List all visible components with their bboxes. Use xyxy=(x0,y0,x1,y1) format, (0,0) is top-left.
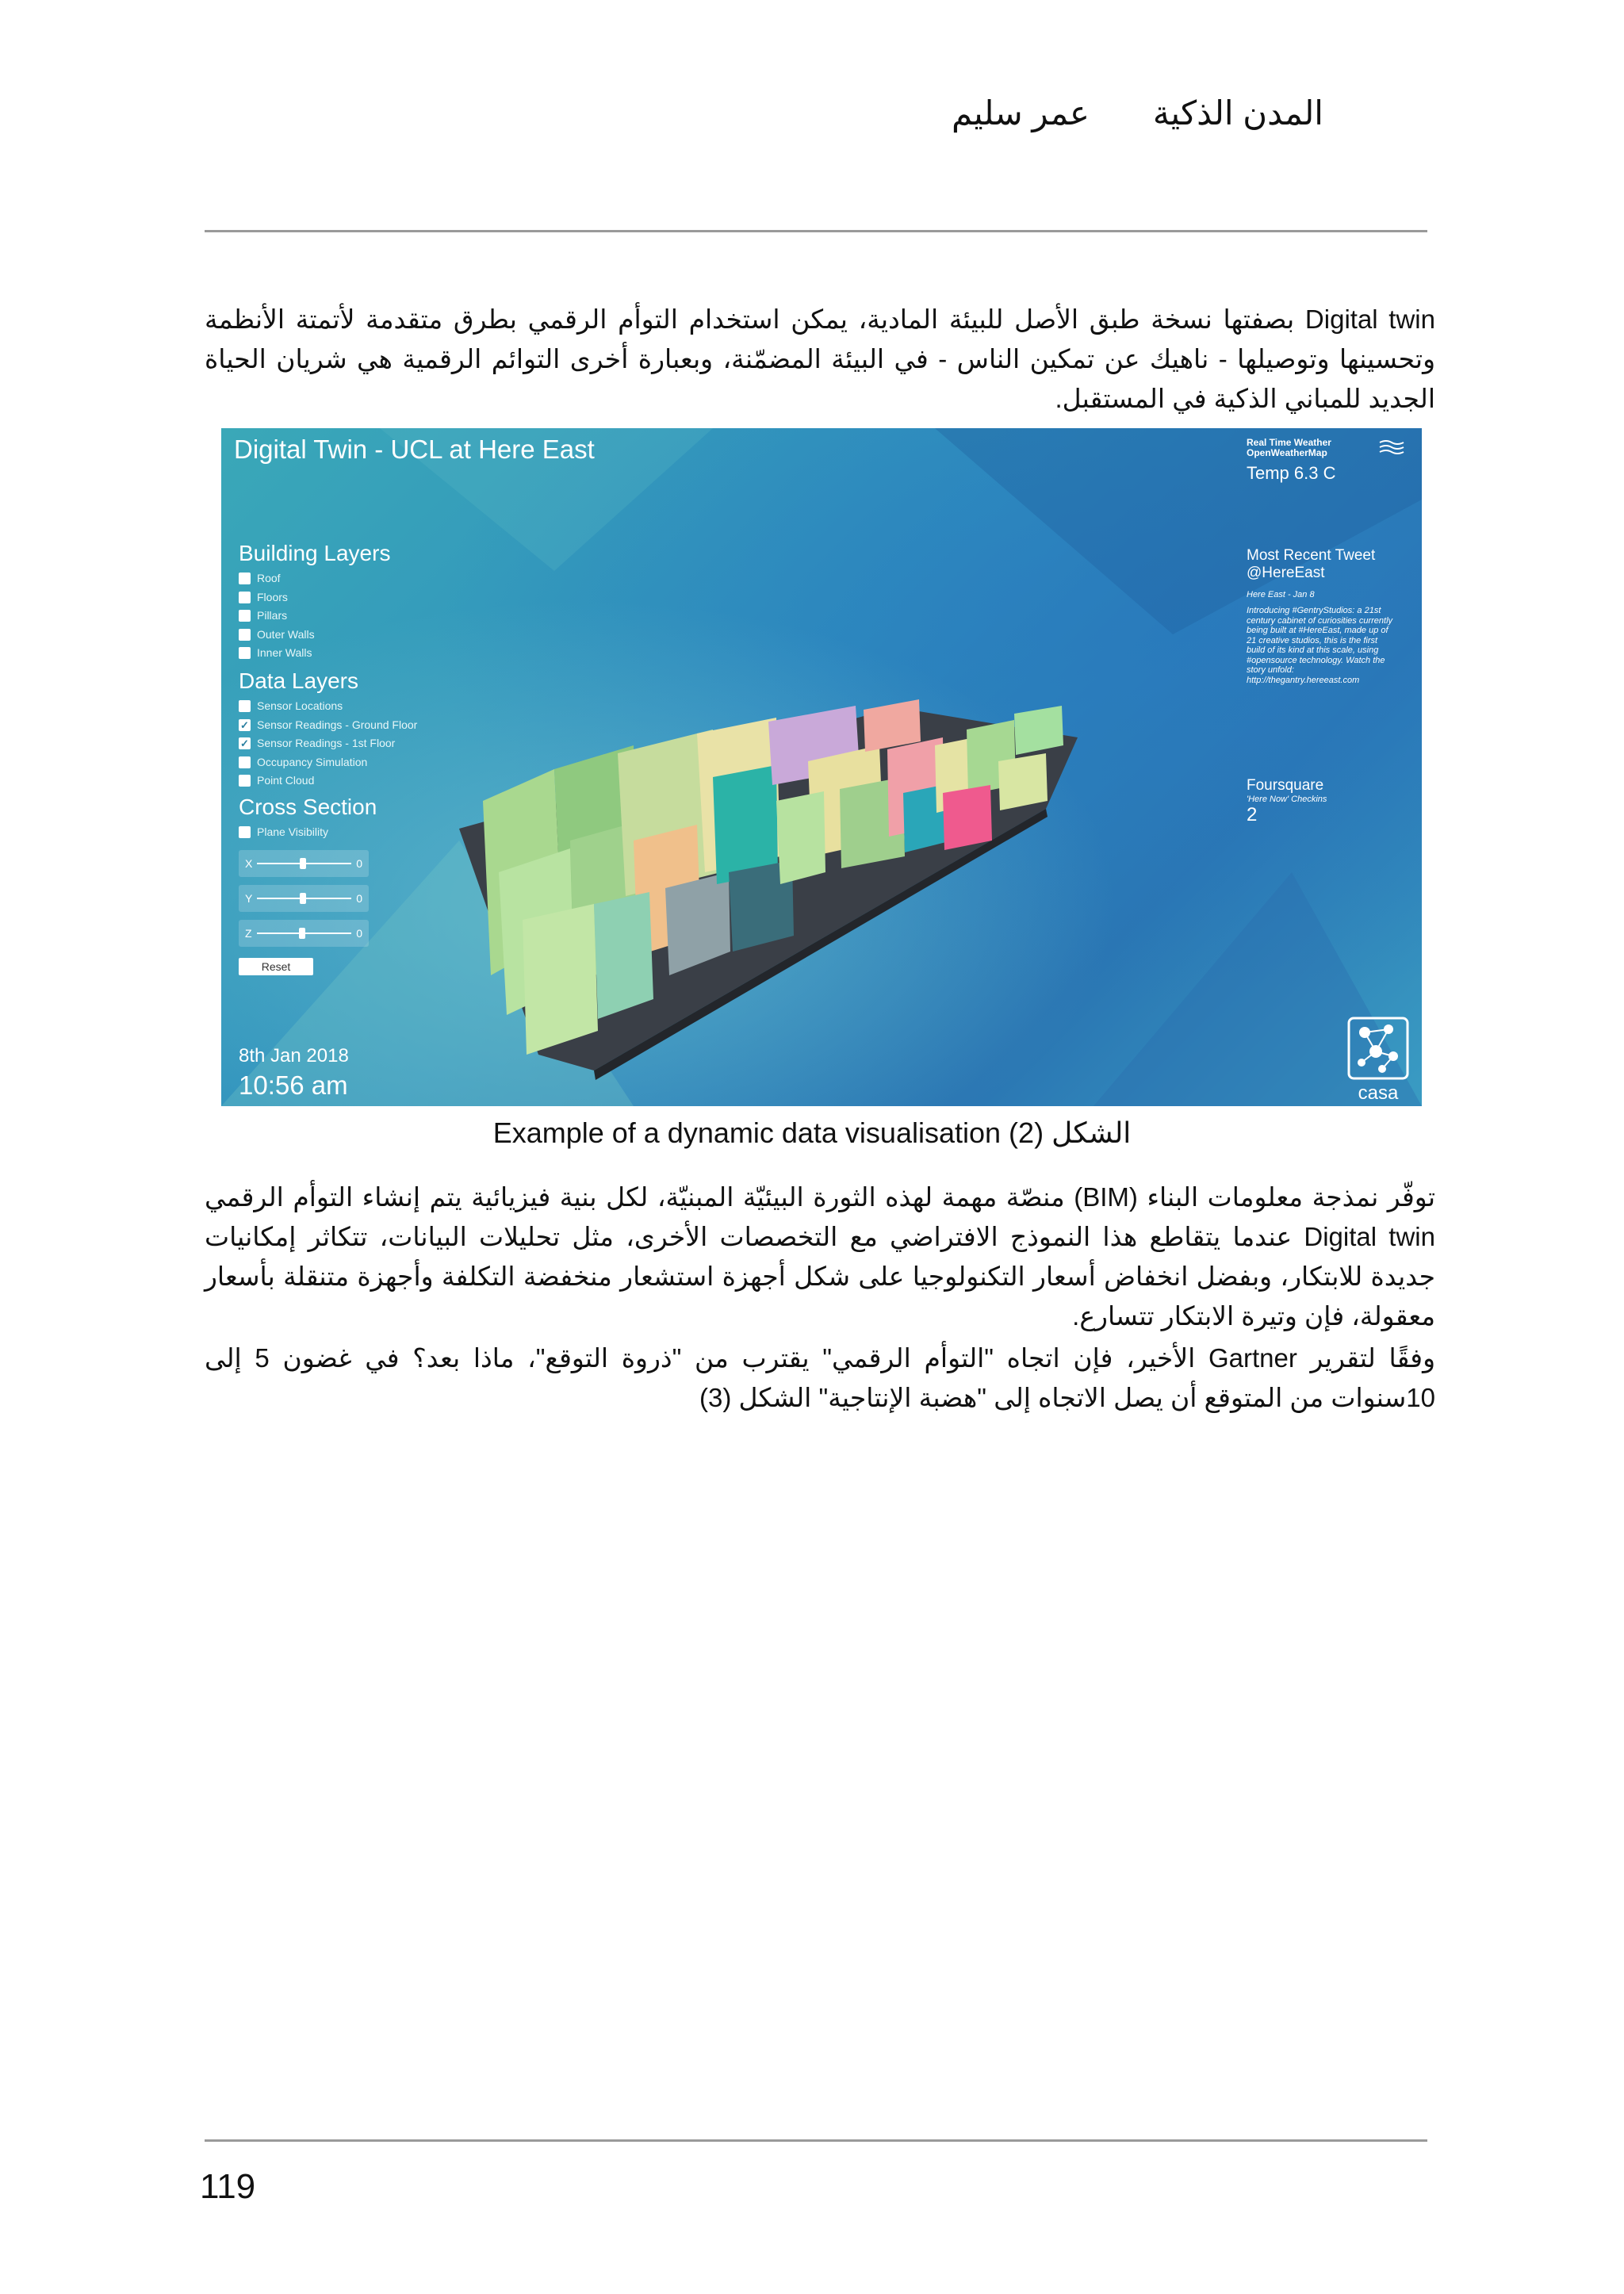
checkbox-icon xyxy=(239,647,251,659)
reset-button[interactable]: Reset xyxy=(239,958,313,975)
layer-outer-walls-checkbox[interactable]: Outer Walls xyxy=(239,626,390,645)
checkbox-icon xyxy=(239,592,251,603)
occupancy-simulation-checkbox[interactable]: Occupancy Simulation xyxy=(239,753,417,772)
slider-x[interactable]: X 0 xyxy=(239,850,369,877)
running-header xyxy=(952,94,1438,132)
checkbox-icon xyxy=(239,610,251,622)
sensor-locations-checkbox[interactable]: Sensor Locations xyxy=(239,697,417,716)
header-author: عمر سليم xyxy=(952,94,1090,132)
weather-line1: Real Time Weather xyxy=(1247,437,1331,448)
building-layers-heading: Building Layers xyxy=(239,541,391,565)
tweet-handle: @HereEast xyxy=(1247,565,1325,581)
logo-text: casa xyxy=(1358,1082,1399,1104)
checkbox-icon xyxy=(239,756,251,768)
checkbox-icon xyxy=(239,775,251,787)
tweet-heading: Most Recent Tweet xyxy=(1247,547,1376,564)
layer-roof-checkbox[interactable]: Roof xyxy=(239,569,390,588)
scene-time: 10:56 am xyxy=(239,1070,348,1100)
cross-section-heading: Cross Section xyxy=(239,795,377,819)
foursquare-panel xyxy=(1247,777,1397,826)
layer-pillars-checkbox[interactable]: Pillars xyxy=(239,607,390,626)
figure-title: Digital Twin - UCL at Here East xyxy=(234,435,595,464)
layer-floors-checkbox[interactable]: Floors xyxy=(239,588,390,607)
weather-wind-icon xyxy=(1378,438,1405,457)
digital-twin-screenshot xyxy=(221,428,1422,1106)
scene-date: 8th Jan 2018 xyxy=(239,1045,349,1067)
casa-logo xyxy=(1347,1017,1409,1104)
slider-handle[interactable] xyxy=(299,928,305,939)
plane-visibility-checkbox[interactable]: Plane Visibility xyxy=(239,823,377,842)
tweet-panel xyxy=(1247,547,1397,685)
checkbox-icon xyxy=(239,573,251,584)
network-logo-icon xyxy=(1347,1017,1409,1080)
foursquare-heading: Foursquare xyxy=(1247,777,1324,794)
figure-caption xyxy=(0,1116,1624,1150)
layer-inner-walls-checkbox[interactable]: Inner Walls xyxy=(239,644,390,663)
caption-label: الشكل (2) xyxy=(1009,1116,1132,1149)
checkbox-icon xyxy=(239,826,251,838)
data-layers-panel xyxy=(239,668,417,791)
foursquare-sub: 'Here Now' Checkins xyxy=(1247,795,1327,804)
point-cloud-checkbox[interactable]: Point Cloud xyxy=(239,772,417,791)
tweet-meta: Here East - Jan 8 xyxy=(1247,590,1315,599)
building-layers-panel xyxy=(239,541,390,663)
header-title: المدن الذكية xyxy=(1152,94,1323,132)
paragraph-gartner: وفقًا لتقرير Gartner الأخير، فإن اتجاه "التوأم الرقمي" يقترب من "ذروة التوقع"، ماذا بعد؟ في غضون 5 إلى 10سنوات من المتوقع أن يصل الاتجاه إلى "هضبة الإنتاجية" الشكل (3) xyxy=(205,1343,1435,1412)
data-layers-heading: Data Layers xyxy=(239,668,358,693)
checkbox-icon xyxy=(239,629,251,641)
page-number: 119 xyxy=(200,2167,256,2206)
weather-line2: OpenWeatherMap xyxy=(1247,447,1327,458)
sensor-ground-floor-checkbox[interactable]: ✓ Sensor Readings - Ground Floor xyxy=(239,716,417,735)
paragraph-digital-twin: Digital twin بصفتها نسخة طبق الأصل للبيئة المادية، يمكن استخدام التوأم الرقمي بطرق متقدمة لأتمتة الأنظمة وتحسينها وتوصيلها - ناهيك عن تمكين الناس - في البيئة المضمّنة، وبعبارة أخرى التوائم الرقمية هي شريان الحياة الجديد للمباني الذكية في المستقبل. xyxy=(205,304,1435,413)
weather-temp: Temp 6.3 C xyxy=(1247,463,1336,483)
checkmark-icon: ✓ xyxy=(239,719,251,731)
tweet-body: Introducing #GentryStudios: a 21st century cabinet of curiosities currently being built at #HereEast, made up of 21 creative studios, this is the first build of its kind at this scale, using #opensource technology. Watch the story unfold: http://thegantry.hereeast.com xyxy=(1247,606,1393,685)
foursquare-count: 2 xyxy=(1247,804,1258,825)
weather-panel xyxy=(1247,438,1405,484)
slider-handle[interactable] xyxy=(300,858,306,869)
slider-y[interactable]: Y 0 xyxy=(239,885,369,912)
header-rule xyxy=(205,230,1427,232)
slider-handle[interactable] xyxy=(300,893,306,904)
slider-z[interactable]: Z 0 xyxy=(239,920,369,947)
caption-text: Example of a dynamic data visualisation xyxy=(492,1116,1002,1149)
checkmark-icon: ✓ xyxy=(239,737,251,749)
cross-section-panel xyxy=(239,795,377,975)
footer-rule xyxy=(205,2139,1427,2142)
checkbox-icon xyxy=(239,700,251,712)
paragraph-bim: توفّر نمذجة معلومات البناء (BIM) منصّة مهمة لهذه الثورة البيئيّة المبنيّة، لكل بنية فيزيائية يتم إنشاء التوأم الرقمي Digital twin عندما يتقاطع هذا النموذج الافتراضي مع التخصصات الأخرى، مثل تحليلات البيانات، تتكاثر إمكانيات جديدة للابتكار، وبفضل انخفاض أسعار التكنولوجيا على شكل أجهزة استشعار منخفضة التكلفة وأجهزة متنقلة بأسعار معقولة، فإن وتيرة الابتكار تتسارع. xyxy=(205,1182,1435,1331)
sensor-first-floor-checkbox[interactable]: ✓ Sensor Readings - 1st Floor xyxy=(239,734,417,753)
